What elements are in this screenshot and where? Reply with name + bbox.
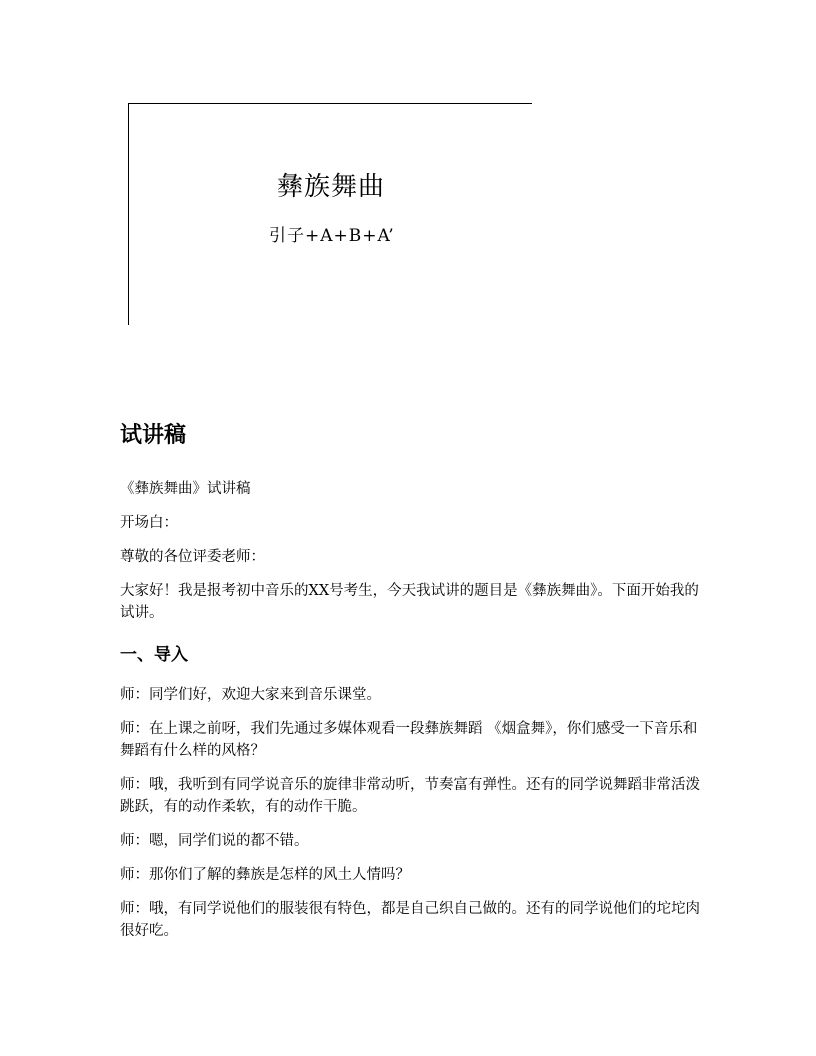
dialogue-line: 师：同学们好，欢迎大家来到音乐课堂。 [120,687,381,703]
dialogue-line: 师：哦，有同学说他们的服装很有特色，都是自己织自己做的。还有的同学说他们的坨坨肉很好吃。 [120,901,700,939]
greeting: 尊敬的各位评委老师： [120,549,265,565]
dialogue-line: 师：在上课之前呀，我们先通过多媒体观看一段彝族舞蹈 《烟盒舞》，你们感受一下音乐和舞蹈有什么样的风格？ [120,721,698,759]
structure-formula: 引子+A+B+A’ [269,226,395,246]
lecture-script [120,420,700,954]
dialogue-line: 师：嗯，同学们说的都不错。 [120,833,309,849]
figure-title: 彝族舞曲 [277,172,386,202]
document-title: 试讲稿 [120,423,187,448]
music-structure-figure [128,103,532,325]
dialogue-line: 师：那你们了解的彝族是怎样的风土人情吗？ [120,867,410,883]
intro-paragraph: 大家好！我是报考初中音乐的XX号考生，今天我试讲的题目是《彝族舞曲》。下面开始我的试讲。 [120,583,699,621]
opening-label: 开场白： [120,515,178,531]
document-subtitle: 《彝族舞曲》试讲稿 [120,481,251,497]
dialogue-line: 师：哦，我听到有同学说音乐的旋律非常动听，节奏富有弹性。还有的同学说舞蹈非常活泼跳跃，有的动作柔软，有的动作干脆。 [120,777,700,815]
section-heading-introduction: 一、导入 [120,645,188,665]
